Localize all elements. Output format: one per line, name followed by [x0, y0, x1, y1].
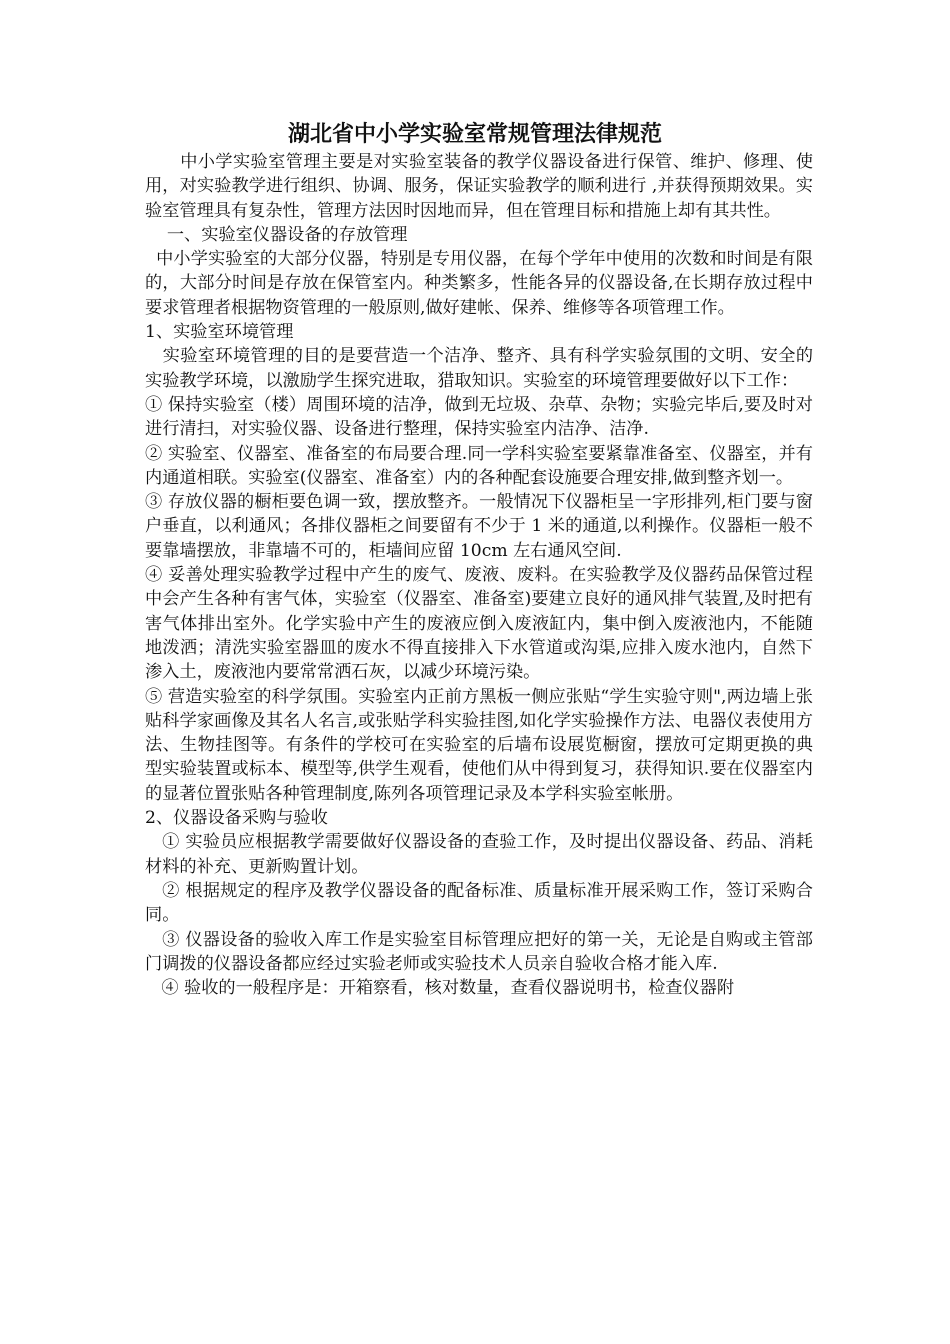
list-item: ① 实验员应根据教学需要做好仪器设备的查验工作，及时提出仪器设备、药品、消耗材料的补充、更新购置计划。 — [145, 832, 813, 877]
list-item: ⑤ 营造实验室的科学氛围。实验室内正前方黑板一侧应张贴“学生实验守则",两边墙上张贴科学家画像及其名人名言,或张贴学科实验挂图,如化学实验操作方法、电器仪表使用方法、生物挂图等。有条件的学校可在实验室的后墙布设展览橱窗，摆放可定期更换的典型实验装置或标本、模型等,供学生观看，使他们从中得到复习，获得知识.要在仪器室内的显著位置张贴各种管理制度,陈列各项管理记录及本学科实验室帐册。 — [145, 686, 813, 804]
subsection-heading-1: 1、实验室环境管理 — [145, 322, 294, 343]
paragraph: 实验室环境管理的目的是要营造一个洁净、整齐、具有科学实验氛围的文明、安全的实验教学环境，以激励学生探究进取，猎取知识。实验室的环境管理要做好以下工作： — [145, 346, 814, 391]
list-item: ② 根据规定的程序及教学仪器设备的配备标准、质量标准开展采购工作，签订采购合同。 — [145, 880, 813, 926]
section-heading-1: 一、实验室仪器设备的存放管理 — [145, 224, 408, 245]
list-item: ③ 仪器设备的验收入库工作是实验室目标管理应把好的第一关，无论是自购或主管部门调拨的仪器设备都应经过实验老师或实验技术人员亲自验收合格才能入库. — [145, 929, 813, 974]
paragraph: 中小学实验室的大部分仪器，特别是专用仪器，在每个学年中使用的次数和时间是有限的，大部分时间是存放在保管室内。种类繁多，性能各异的仪器设备,在长期存放过程中要求管理者根据物资管理的一般原则,做好建帐、保养、维修等各项管理工作。 — [145, 249, 813, 318]
list-item: ③ 存放仪器的橱柜要色调一致，摆放整齐。一般情况下仪器柜呈一字形排列,柜门要与窗户垂直，以利通风；各排仪器柜之间要留有不少于 1 米的通道,以利操作。仪器柜一般不要靠墙摆放，非靠墙不可的，柜墙间应留 10cm 左右通风空间. — [145, 492, 813, 561]
document-body — [145, 150, 813, 1000]
list-item: ④ 妥善处理实验教学过程中产生的废气、废液、废料。在实验教学及仪器药品保管过程中会产生各种有害气体，实验室（仪器室、准备室)要建立良好的通风排气装置,及时把有害气体排出室外。化学实验中产生的废液应倒入废液缸内，集中倒入废液池内，不能随地泼洒；清洗实验室器皿的废水不得直接排入下水管道或沟渠,应排入废水池内，自然下渗入土，废液池内要常常洒石灰，以减少环境污染。 — [145, 565, 813, 683]
list-item: ① 保持实验室（楼）周围环境的洁净，做到无垃圾、杂草、杂物；实验完毕后,要及时对进行清扫，对实验仪器、设备进行整理，保持实验室内洁净、洁净. — [145, 394, 813, 440]
list-item: ④ 验收的一般程序是：开箱察看，核对数量，查看仪器说明书，检查仪器附 — [145, 978, 735, 999]
subsection-heading-2: 2、仪器设备采购与验收 — [145, 808, 328, 829]
list-item: ② 实验室、仪器室、准备室的布局要合理.同一学科实验室要紧靠准备室、仪器室，并有内通道相联。实验室(仪器室、准备室）内的各种配套设施要合理安排,做到整齐划一。 — [145, 443, 813, 488]
document-title: 湖北省中小学实验室常规管理法律规范 — [287, 122, 662, 147]
paragraph-intro: 中小学实验室管理主要是对实验室装备的教学仪器设备进行保管、维护、修理、使用，对实验教学进行组织、协调、服务，保证实验教学的顺利进行 ,并获得预期效果。实验室管理具有复杂性，管理方法因时因地而异，但在管理目标和措施上却有其共性。 — [145, 152, 814, 221]
